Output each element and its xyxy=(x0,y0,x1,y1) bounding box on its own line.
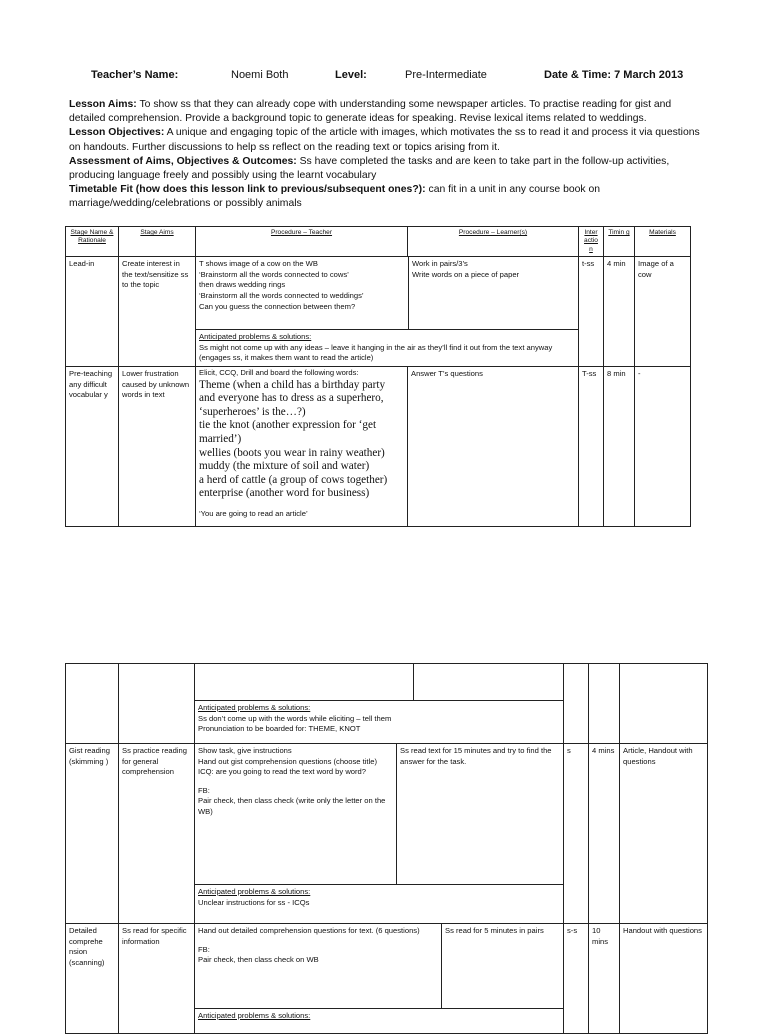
learner-cell: Answer T’s questions xyxy=(408,367,579,527)
stage-cell: Lead-in xyxy=(66,257,119,367)
aims-cell: Ss read for specific information xyxy=(119,924,195,1034)
learner-line: Work in pairs/3’s xyxy=(412,259,468,269)
vocab-item: a herd of cattle (a group of cows together) xyxy=(199,473,388,486)
timetable-fit: Timetable Fit (how does this lesson link to previous/subsequent ones?): can fit in a unit in any course book on marriage/wedding/celebrations or possibly animals xyxy=(69,184,601,210)
teacher-line: Show task, give instructions xyxy=(198,746,292,755)
procedure-cell: Show task, give instructions Hand out gist comprehension questions (choose title) ICQ: are you going to read the text word by word? FB: Pair check, then class check (write only the letter on the WB) Ss read text for 15 minutes and try to find the answer for the task. Anticipated problems & solutions: Unclear instructions for ss - ICQs xyxy=(195,744,564,924)
table-row-leadin xyxy=(66,257,691,367)
teacher-line: then draws wedding rings xyxy=(199,280,286,290)
lesson-objectives: Lesson Objectives: A unique and engaging topic of the article with images, which motivates the ss to read it and process it via questions on handouts. Further discussions to help ss reflect on the reading text or topics arising from it. xyxy=(69,127,700,153)
learner-line: Ss read for 5 minutes in pairs xyxy=(445,926,544,935)
aims-cell: Ss practice reading for general comprehension xyxy=(119,744,195,924)
procedure-cell xyxy=(195,664,564,744)
teacher-line: Can you guess the connection between them? xyxy=(199,301,356,311)
vocab-item: muddy (the mixture of soil and water) xyxy=(199,460,370,473)
timing-cell: 4 min xyxy=(604,257,635,367)
interaction-cell: t-ss xyxy=(579,257,604,367)
vocab-list xyxy=(199,379,404,501)
stage-cell: Gist reading (skimming ) xyxy=(66,744,119,924)
table-header-row xyxy=(66,227,691,257)
learner-line: Ss read text for 15 minutes and try to find the answer for the task. xyxy=(400,746,552,766)
lesson-intro xyxy=(69,98,709,212)
table-row-detail xyxy=(66,924,708,1034)
stage-cell: Detailed comprehe nsion (scanning) xyxy=(66,924,119,1034)
teacher-name-label: Teacher’s Name: xyxy=(91,69,179,81)
anticipated-problems: Anticipated problems & solutions: Unclear instructions for ss - ICQs xyxy=(195,884,563,910)
table-row-preteach xyxy=(66,367,691,527)
lesson-plan-table-1 xyxy=(65,226,691,527)
assessment: Assessment of Aims, Objectives & Outcomes: Ss have completed the tasks and are keen to take part in the follow-up activities, producing language freely and possibly using the learnt vocabulary xyxy=(69,155,670,182)
teacher-line: ‘Brainstorm all the words connected to weddings’ xyxy=(199,291,364,300)
col-aims: Stage Aims xyxy=(119,227,196,257)
teacher-name: Noemi Both xyxy=(231,69,289,81)
anticipated-problems: Anticipated problems & solutions: Ss might not come up with any ideas – leave it hanging in the air as they’ll find it out from the text anyway (engages ss, it makes them want to read the article) xyxy=(196,329,578,366)
interaction-cell: T-ss xyxy=(579,367,604,527)
learner-line: Write words on a piece of paper xyxy=(412,269,520,279)
anticipated-problems: Anticipated problems & solutions: Ss don’t come up with the words while eliciting – tell them Pronunciation to be boarded for: THEME, KNOT xyxy=(195,700,563,737)
vocab-item: enterprise (another word for business) xyxy=(199,487,370,500)
materials-cell: Handout with questions xyxy=(620,924,708,1034)
table-row-continued xyxy=(66,664,708,744)
datetime-value: 7 March 2013 xyxy=(614,69,684,81)
interaction-cell: s xyxy=(564,744,589,924)
timing-cell: 10 mins xyxy=(589,924,620,1034)
timing-cell: 4 mins xyxy=(589,744,620,924)
vocab-item: wellies (boots you wear in rainy weather) xyxy=(199,446,385,459)
teacher-cell: Elicit, CCQ, Drill and board the following words: Theme (when a child has a birthday party and everyone has to dress as a superhero, ‘superheroes’ is the…?) tie the knot (another expression for ‘get married’) wellies (boots you wear in rainy weather) muddy (the mixture of soil and water) a herd of cattle (a group of cows together) enterprise (another word for business) ‘You are going to read an article’ xyxy=(196,367,408,527)
col-stage: Stage Name & Rationale xyxy=(66,227,119,257)
level-label: Level: xyxy=(335,69,367,81)
teacher-line: Hand out detailed comprehension questions for text. (6 questions) xyxy=(198,926,420,935)
teacher-line: Hand out gist comprehension questions (choose title) xyxy=(198,756,377,766)
procedure-cell: Hand out detailed comprehension questions for text. (6 questions) FB: Pair check, then class check on WB Ss read for 5 minutes in pairs Anticipated problems & solutions: xyxy=(195,924,564,1034)
vocab-item: Theme (when a child has a birthday party and everyone has to dress as a superhero, ‘superheroes’ is the…?) xyxy=(199,378,386,418)
teacher-line: ICQ: are you going to read the text word by word? xyxy=(198,767,366,777)
timing-cell: 8 min xyxy=(604,367,635,527)
interaction-cell: s-s xyxy=(564,924,589,1034)
col-materials: Materials xyxy=(635,227,691,257)
col-teacher: Procedure – Teacher xyxy=(196,227,408,257)
materials-cell: - xyxy=(635,367,691,527)
lesson-plan-table-2 xyxy=(65,663,708,1034)
materials-cell: Image of a cow xyxy=(635,257,691,367)
teacher-line: ‘Brainstorm all the words connected to cows’ xyxy=(199,269,349,279)
vocab-item: tie the knot (another expression for ‘get married’) xyxy=(199,419,377,445)
teacher-line: T shows image of a cow on the WB xyxy=(199,259,318,269)
datetime-label: Date & Time: xyxy=(544,69,612,81)
datetime xyxy=(544,69,683,81)
col-timing: Timin g xyxy=(604,227,635,257)
anticipated-problems: Anticipated problems & solutions: xyxy=(195,1008,563,1024)
materials-cell: Article, Handout with questions xyxy=(620,744,708,924)
table-row-gist xyxy=(66,744,708,924)
aims-cell: Create interest in the text/sensitize ss to the topic xyxy=(119,257,196,367)
level-value: Pre-Intermediate xyxy=(405,69,487,81)
lesson-aims: Lesson Aims: To show ss that they can already cope with understanding some newspaper articles. To practise reading for gist and detailed comprehension. Provide a background topic to generate ideas for speaking. Revise lexical items related to weddings. xyxy=(69,99,672,125)
procedure-cell xyxy=(196,257,579,367)
aims-cell: Lower frustration caused by unknown words in text xyxy=(119,367,196,527)
col-learner: Procedure – Learner(s) xyxy=(408,227,579,257)
col-interaction: Inter actio n xyxy=(579,227,604,257)
stage-cell: Pre-teaching any difficult vocabular y xyxy=(66,367,119,527)
